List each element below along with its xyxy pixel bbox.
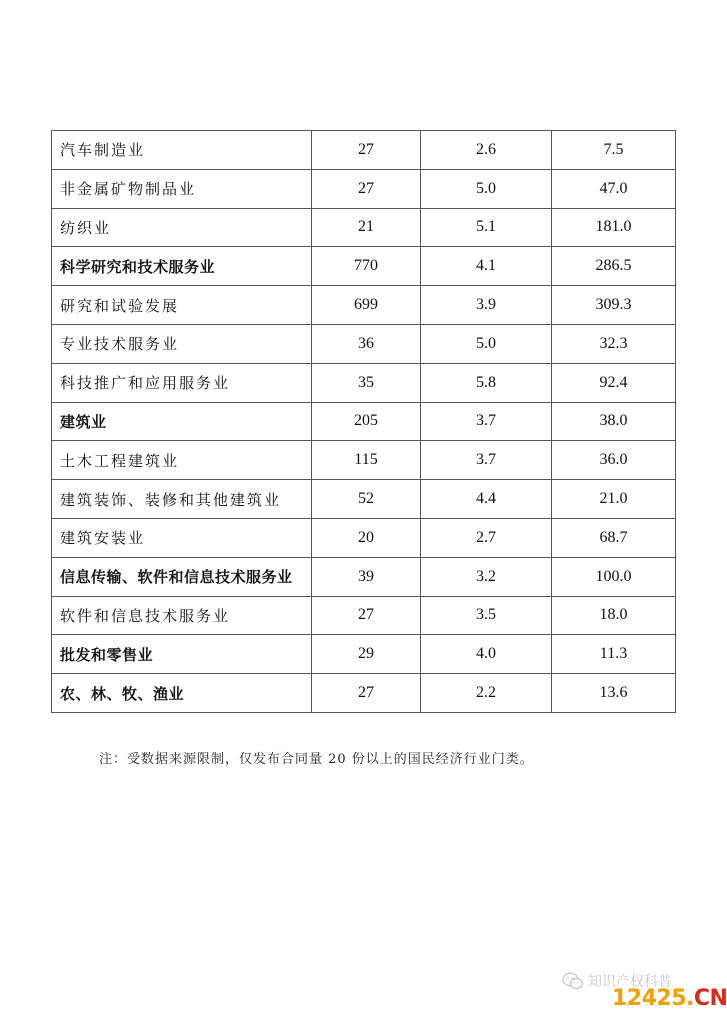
industry-name-cell: 建筑装饰、装修和其他建筑业	[52, 480, 312, 519]
value-cell-3: 21.0	[552, 480, 676, 519]
site-watermark-dot: .	[686, 986, 694, 1011]
table-row	[52, 131, 676, 170]
wechat-icon	[562, 972, 584, 990]
value-cell-2: 5.0	[421, 324, 552, 363]
table-row	[52, 324, 676, 363]
table-row	[52, 286, 676, 325]
table-row	[52, 480, 676, 519]
value-cell-2: 3.5	[421, 596, 552, 635]
value-cell-3: 309.3	[552, 286, 676, 325]
contract-count-cell: 115	[312, 441, 421, 480]
industry-name-cell: 建筑安装业	[52, 518, 312, 557]
value-cell-3: 32.3	[552, 324, 676, 363]
industry-name-cell: 软件和信息技术服务业	[52, 596, 312, 635]
industry-name-cell: 土木工程建筑业	[52, 441, 312, 480]
value-cell-2: 4.1	[421, 247, 552, 286]
contract-count-cell: 52	[312, 480, 421, 519]
site-watermark-number: 12425	[612, 986, 687, 1011]
industry-name-cell: 汽车制造业	[52, 131, 312, 170]
contract-count-cell: 39	[312, 557, 421, 596]
contract-count-cell: 29	[312, 635, 421, 674]
value-cell-2: 4.0	[421, 635, 552, 674]
industry-name-cell: 研究和试验发展	[52, 286, 312, 325]
contract-count-cell: 35	[312, 363, 421, 402]
value-cell-2: 3.2	[421, 557, 552, 596]
value-cell-3: 47.0	[552, 169, 676, 208]
table-row-category	[52, 635, 676, 674]
table-row-category	[52, 557, 676, 596]
value-cell-3: 38.0	[552, 402, 676, 441]
value-cell-2: 5.8	[421, 363, 552, 402]
industry-name-cell: 信息传输、软件和信息技术服务业	[52, 557, 312, 596]
value-cell-3: 11.3	[552, 635, 676, 674]
industry-name-cell: 科技推广和应用服务业	[52, 363, 312, 402]
wechat-account-name: 知识产权科普	[588, 974, 672, 990]
industry-name-cell: 专业技术服务业	[52, 324, 312, 363]
contract-count-cell: 205	[312, 402, 421, 441]
value-cell-3: 18.0	[552, 596, 676, 635]
value-cell-3: 181.0	[552, 208, 676, 247]
value-cell-2: 2.7	[421, 518, 552, 557]
value-cell-2: 3.7	[421, 441, 552, 480]
table-row	[52, 208, 676, 247]
industry-name-cell: 科学研究和技术服务业	[52, 247, 312, 286]
value-cell-3: 7.5	[552, 131, 676, 170]
industry-name-cell: 批发和零售业	[52, 635, 312, 674]
value-cell-2: 4.4	[421, 480, 552, 519]
industry-name-cell: 纺织业	[52, 208, 312, 247]
table-row	[52, 363, 676, 402]
contract-count-cell: 770	[312, 247, 421, 286]
value-cell-3: 100.0	[552, 557, 676, 596]
value-cell-3: 36.0	[552, 441, 676, 480]
table-row	[52, 441, 676, 480]
table-row	[52, 518, 676, 557]
contract-count-cell: 27	[312, 131, 421, 170]
value-cell-3: 92.4	[552, 363, 676, 402]
value-cell-3: 286.5	[552, 247, 676, 286]
value-cell-2: 3.7	[421, 402, 552, 441]
table-row-category	[52, 674, 676, 713]
value-cell-2: 2.6	[421, 131, 552, 170]
value-cell-3: 13.6	[552, 674, 676, 713]
value-cell-2: 2.2	[421, 674, 552, 713]
value-cell-2: 3.9	[421, 286, 552, 325]
table-footnote: 注：受数据来源限制，仅发布合同量 20 份以上的国民经济行业门类。	[99, 752, 534, 767]
value-cell-3: 68.7	[552, 518, 676, 557]
table-row	[52, 596, 676, 635]
table-row-category	[52, 402, 676, 441]
site-watermark	[612, 986, 727, 1011]
site-watermark-tld: CN	[693, 986, 727, 1011]
table-row	[52, 169, 676, 208]
contract-count-cell: 20	[312, 518, 421, 557]
value-cell-2: 5.0	[421, 169, 552, 208]
table-body	[52, 131, 676, 713]
contract-count-cell: 27	[312, 169, 421, 208]
contract-count-cell: 27	[312, 674, 421, 713]
industry-name-cell: 建筑业	[52, 402, 312, 441]
value-cell-2: 5.1	[421, 208, 552, 247]
industry-name-cell: 非金属矿物制品业	[52, 169, 312, 208]
table-row-category	[52, 247, 676, 286]
contract-count-cell: 36	[312, 324, 421, 363]
contract-count-cell: 27	[312, 596, 421, 635]
contract-count-cell: 699	[312, 286, 421, 325]
statistics-table	[51, 130, 676, 713]
industry-name-cell: 农、林、牧、渔业	[52, 674, 312, 713]
contract-count-cell: 21	[312, 208, 421, 247]
